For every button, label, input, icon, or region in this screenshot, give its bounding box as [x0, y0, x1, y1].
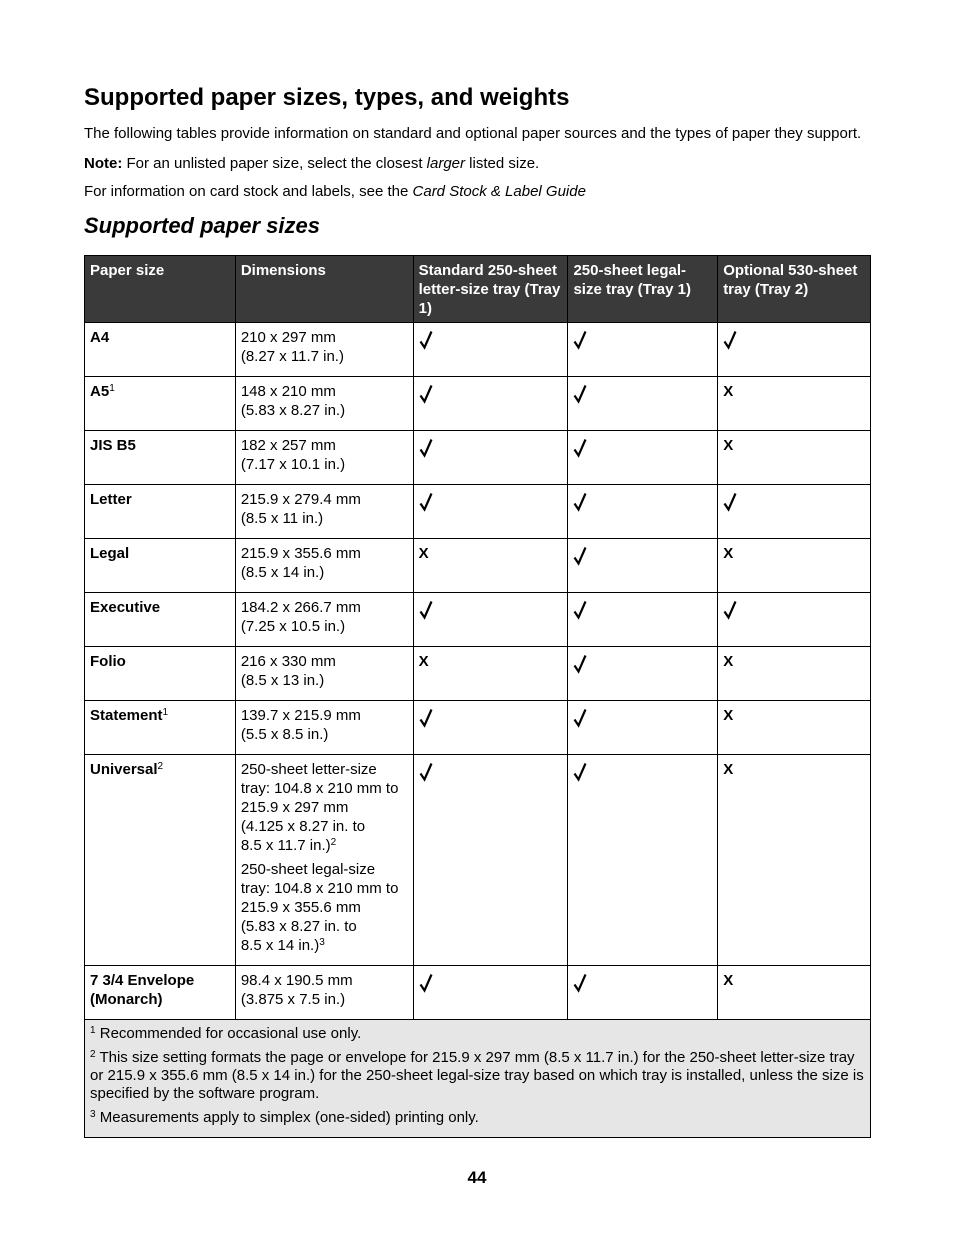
paper-size-name	[85, 323, 236, 377]
paper-size-name	[85, 431, 236, 485]
table-row	[85, 377, 871, 431]
paper-size-name	[85, 377, 236, 431]
paper-size-label: Universal	[90, 761, 158, 778]
dimensions-metric: 216 x 330 mm	[240, 653, 336, 670]
paper-size-label: Letter	[90, 491, 132, 508]
support-cell	[413, 966, 568, 1020]
dimensions-inches: (8.5 x 13 in.)	[240, 672, 325, 689]
dimensions-metric: 139.7 x 215.9 mm	[240, 707, 361, 724]
paper-size-label-2: (Monarch)	[90, 991, 163, 1008]
checkmark-icon	[419, 600, 563, 620]
paper-size-name	[85, 966, 236, 1020]
dimensions-cell	[235, 755, 413, 966]
checkmark-icon	[573, 330, 712, 350]
page-title: Supported paper sizes, types, and weights	[84, 84, 570, 111]
support-cell	[568, 593, 718, 647]
support-cell	[568, 485, 718, 539]
support-cell	[413, 377, 568, 431]
dimensions-cell	[235, 966, 413, 1020]
paper-size-label: 7 3/4 Envelope	[90, 972, 195, 989]
support-cell	[568, 755, 718, 966]
paper-size-label: Statement	[90, 707, 163, 724]
range-line: (4.125 x 8.27 in. to	[240, 818, 366, 835]
table-row	[85, 593, 871, 647]
dimensions-metric: 148 x 210 mm	[240, 383, 336, 400]
range-line: 8.5 x 11.7 in.)	[240, 837, 331, 854]
footnote-ref: 2	[157, 761, 164, 772]
range-line: tray: 104.8 x 210 mm to	[240, 780, 399, 797]
support-cell	[413, 701, 568, 755]
paper-size-name	[85, 485, 236, 539]
footnote-ref: 2	[330, 837, 337, 848]
support-cell	[568, 377, 718, 431]
table-row	[85, 323, 871, 377]
x-mark: X	[723, 972, 734, 989]
support-cell	[718, 539, 871, 593]
footnote	[90, 1025, 865, 1043]
footnote-mark: 1	[90, 1025, 96, 1036]
support-cell	[568, 966, 718, 1020]
table-row	[85, 485, 871, 539]
dimensions-metric: 210 x 297 mm	[240, 329, 336, 346]
dimensions-cell	[235, 593, 413, 647]
dimensions-metric: 215.9 x 355.6 mm	[240, 545, 361, 562]
dimensions-inches: (3.875 x 7.5 in.)	[240, 991, 346, 1008]
x-mark: X	[723, 545, 734, 562]
footnote-text: This size setting formats the page or envelope for 215.9 x 297 mm (8.5 x 11.7 in.) for the 250-sheet letter-size tray or 215.9 x 355.6 mm (8.5 x 14 in.) for the 250-sheet legal-size tray based on which tray is installed, unless the size is specified by the software program.	[90, 1049, 864, 1102]
info-paragraph	[84, 183, 586, 200]
checkmark-icon	[419, 438, 563, 458]
support-cell	[568, 647, 718, 701]
paper-size-name	[85, 539, 236, 593]
dimensions-inches: (5.5 x 8.5 in.)	[240, 726, 329, 743]
dimensions-inches: (8.27 x 11.7 in.)	[240, 348, 344, 365]
checkmark-icon	[419, 762, 563, 782]
dimensions-inches: (8.5 x 11 in.)	[240, 510, 324, 527]
note-text-before: For an unlisted paper size, select the closest	[122, 155, 427, 172]
dimensions-metric: 184.2 x 266.7 mm	[240, 599, 361, 616]
legal-tray-range	[241, 860, 408, 955]
support-cell	[413, 485, 568, 539]
note-label: Note:	[84, 155, 123, 172]
note-text-after: listed size.	[465, 155, 540, 172]
section-title: Supported paper sizes	[84, 213, 320, 238]
paper-size-name	[85, 647, 236, 701]
header-legal-tray: 250-sheet legal-size tray (Tray 1)	[568, 256, 718, 323]
paper-size-label: Legal	[90, 545, 130, 562]
dimensions-cell	[235, 701, 413, 755]
header-standard-tray: Standard 250-sheet letter-size tray (Tray 1)	[413, 256, 568, 323]
footnote	[90, 1109, 865, 1127]
x-mark: X	[723, 761, 734, 778]
dimensions-metric: 215.9 x 279.4 mm	[240, 491, 361, 508]
support-cell	[718, 431, 871, 485]
checkmark-icon	[573, 973, 712, 993]
table-row	[85, 431, 871, 485]
support-cell	[718, 323, 871, 377]
support-cell	[718, 593, 871, 647]
intro-paragraph: The following tables provide information on standard and optional paper sources and the types of paper they support.	[84, 125, 862, 142]
support-cell	[718, 377, 871, 431]
dimensions-cell	[235, 485, 413, 539]
support-cell	[413, 755, 568, 966]
footnote-text: Recommended for occasional use only.	[95, 1025, 362, 1042]
range-line: 250-sheet legal-size	[240, 861, 376, 878]
page-number: 44	[467, 1168, 487, 1187]
table-row	[85, 539, 871, 593]
checkmark-icon	[573, 762, 712, 782]
paper-size-label: JIS B5	[90, 437, 136, 454]
paper-sizes-table	[84, 255, 871, 1138]
x-mark: X	[723, 383, 734, 400]
paper-size-label: Folio	[90, 653, 126, 670]
support-cell	[718, 485, 871, 539]
paper-size-label: Executive	[90, 599, 161, 616]
checkmark-icon	[419, 973, 563, 993]
dimensions-inches: (8.5 x 14 in.)	[240, 564, 325, 581]
dimensions-inches: (5.83 x 8.27 in.)	[240, 402, 346, 419]
checkmark-icon	[419, 492, 563, 512]
support-cell	[568, 323, 718, 377]
guide-title: Card Stock & Label Guide	[412, 183, 586, 200]
table-header-row	[85, 256, 871, 323]
x-mark: X	[418, 653, 429, 670]
header-dimensions: Dimensions	[235, 256, 413, 323]
footnotes-row	[85, 1020, 871, 1138]
checkmark-icon	[723, 330, 865, 350]
support-cell	[568, 701, 718, 755]
dimensions-cell	[235, 539, 413, 593]
range-line: 250-sheet letter-size	[240, 761, 377, 778]
support-cell	[413, 323, 568, 377]
paper-size-name	[85, 701, 236, 755]
dimensions-metric: 182 x 257 mm	[240, 437, 336, 454]
note-paragraph	[84, 155, 539, 172]
checkmark-icon	[573, 600, 712, 620]
footnote-ref: 1	[162, 707, 169, 718]
range-line: 215.9 x 297 mm	[240, 799, 349, 816]
checkmark-icon	[419, 330, 563, 350]
x-mark: X	[723, 437, 734, 454]
note-emphasis: larger	[426, 155, 466, 172]
header-optional-tray: Optional 530-sheet tray (Tray 2)	[718, 256, 871, 323]
footnote-ref: 1	[109, 383, 115, 394]
dimensions-cell	[235, 323, 413, 377]
table-row	[85, 647, 871, 701]
support-cell	[718, 647, 871, 701]
support-cell	[568, 539, 718, 593]
checkmark-icon	[573, 654, 712, 674]
info-text: For information on card stock and labels, see the	[84, 183, 413, 200]
support-cell	[413, 431, 568, 485]
table-row	[85, 701, 871, 755]
footnote-text: Measurements apply to simplex (one-sided) printing only.	[95, 1109, 479, 1126]
range-line: tray: 104.8 x 210 mm to	[240, 880, 399, 897]
footnote	[90, 1049, 865, 1103]
footnote-mark: 3	[90, 1109, 96, 1120]
x-mark: X	[723, 707, 734, 724]
checkmark-icon	[573, 384, 712, 404]
support-cell	[413, 539, 568, 593]
dimensions-inches: (7.17 x 10.1 in.)	[240, 456, 346, 473]
checkmark-icon	[573, 492, 712, 512]
support-cell	[413, 647, 568, 701]
range-line: 8.5 x 14 in.)	[240, 937, 320, 954]
x-mark: X	[723, 653, 734, 670]
checkmark-icon	[723, 600, 865, 620]
support-cell	[568, 431, 718, 485]
range-line: (5.83 x 8.27 in. to	[240, 918, 357, 935]
range-line: 215.9 x 355.6 mm	[240, 899, 361, 916]
header-paper-size: Paper size	[85, 256, 236, 323]
paper-size-label: A4	[90, 329, 110, 346]
x-mark: X	[418, 545, 429, 562]
support-cell	[413, 593, 568, 647]
checkmark-icon	[419, 708, 563, 728]
footnotes-cell	[85, 1020, 871, 1138]
table-row	[85, 966, 871, 1020]
dimensions-metric: 98.4 x 190.5 mm	[240, 972, 353, 989]
dimensions-cell	[235, 431, 413, 485]
paper-size-name	[85, 593, 236, 647]
table-row-universal	[85, 755, 871, 966]
checkmark-icon	[573, 546, 712, 566]
support-cell	[718, 755, 871, 966]
footnote-ref: 3	[319, 937, 325, 948]
checkmark-icon	[573, 708, 712, 728]
dimensions-inches: (7.25 x 10.5 in.)	[240, 618, 346, 635]
paper-size-name	[85, 755, 236, 966]
paper-size-label: A5	[90, 383, 110, 400]
support-cell	[718, 701, 871, 755]
support-cell	[718, 966, 871, 1020]
dimensions-cell	[235, 647, 413, 701]
dimensions-cell	[235, 377, 413, 431]
letter-tray-range	[241, 760, 408, 855]
checkmark-icon	[573, 438, 712, 458]
checkmark-icon	[723, 492, 865, 512]
checkmark-icon	[419, 384, 563, 404]
footnote-mark: 2	[90, 1049, 96, 1060]
